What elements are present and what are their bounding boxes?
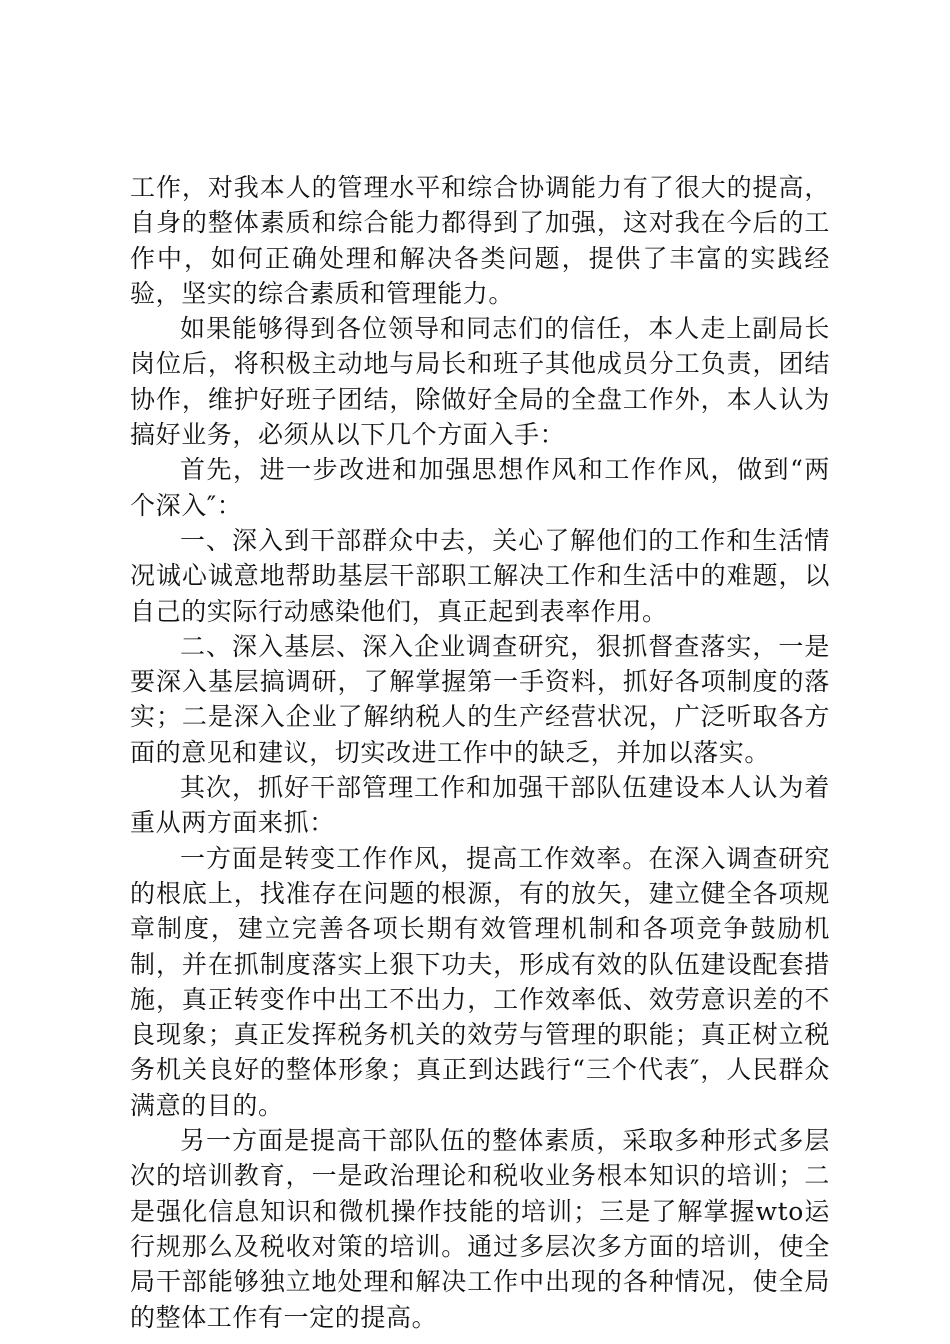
paragraph-8: 另一方面是提高干部队伍的整体素质，采取多种形式多层次的培训教育，一是政治理论和税收业务根本知识的培训；二是强化信息知识和微机操作技能的培训；三是了解掌握wto运行规那么及税收对策的培训。通过多层次多方面的培训，使全局干部能够独立地处理和解决工作中出现的各种情况，使全局的整体工作有一定的提高。 xyxy=(130,1126,830,1332)
paragraph-5: 二、深入基层、深入企业调查研究，狠抓督查落实，一是要深入基层搞调研，了解掌握第一手资料，抓好各项制度的落实；二是深入企业了解纳税人的生产经营状况，广泛听取各方面的意见和建议，切实改进工作中的缺乏，并加以落实。 xyxy=(130,631,830,767)
paragraph-3: 首先，进一步改进和加强思想作风和工作作风，做到“两个深入″： xyxy=(130,455,830,520)
paragraph-7: 一方面是转变工作作风，提高工作效率。在深入调查研究的根底上，找准存在问题的根源，有的放矢，建立健全各项规章制度，建立完善各项长期有效管理机制和各项竞争鼓励机制，并在抓制度落实上狠下功夫，形成有效的队伍建设配套措施，真正转变作中出工不出力，工作效率低、效劳意识差的不良现象；真正发挥税务机关的效劳与管理的职能；真正树立税务机关良好的整体形象；真正到达践行“三个代表″，人民群众满意的目的。 xyxy=(130,843,830,1120)
paragraph-4: 一、深入到干部群众中去，关心了解他们的工作和生活情况诚心诚意地帮助基层干部职工解决工作和生活中的难题，以自己的实际行动感染他们，真正起到表率作用。 xyxy=(130,525,830,626)
document-body xyxy=(130,170,830,1335)
paragraph-6: 其次，抓好干部管理工作和加强干部队伍建设本人认为着重从两方面来抓： xyxy=(130,773,830,838)
paragraph-1: 工作，对我本人的管理水平和综合协调能力有了很大的提高，自身的整体素质和综合能力都得到了加强，这对我在今后的工作中，如何正确处理和解决各类问题，提供了丰富的实践经验，坚实的综合素质和管理能力。 xyxy=(130,173,830,308)
paragraph-2: 如果能够得到各位领导和同志们的信任，本人走上副局长岗位后，将积极主动地与局长和班子其他成员分工负责，团结协作，维护好班子团结，除做好全局的全盘工作外，本人认为搞好业务，必须从以下几个方面入手： xyxy=(130,314,830,450)
